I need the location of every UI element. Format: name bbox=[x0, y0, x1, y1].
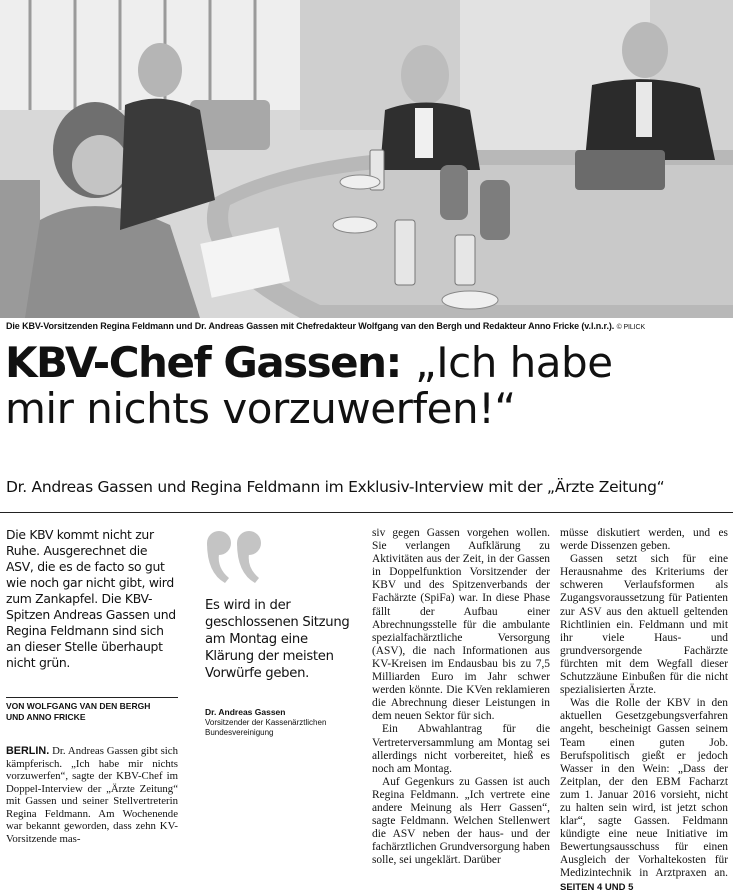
paragraph: siv gegen Gassen vorgehen wollen. Sie verlangen Aufklärung zu Aktivitäten aus der Zeit, in der Gassen in Doppelfunktion Vorsitzender der KBV und des Spitzenverbands der Fachärzte (SpiFa) war. In diese Phase fällt der Aufbau einer Abrechnungsstelle für die ambulante spezialfachärztliche Versorgung (ASV), die nach Informationen aus KV-Kreisen im Endausbau bis zu 7,5 Milliarden Euro im Jahr schwer werden könnte. Die KVen reklamieren die Abrechnung dieser Leistungen in dem neuen Sektor für sich. bbox=[372, 527, 550, 723]
dateline: BERLIN. bbox=[6, 745, 50, 757]
lead-text: Die KBV kommt nicht zur Ruhe. Ausgerechnet die ASV, die es de facto so gut wie noch gar nicht gibt, wird zum Zankapfel. Die KBV-Spitzen Andreas Gassen und Regina Feldmann sind sich an dieser Stelle überhaupt nicht grün. bbox=[6, 527, 176, 670]
body-column-4 bbox=[560, 527, 728, 894]
quotation-marks-icon bbox=[205, 528, 265, 588]
photo-caption-text: Die KBV-Vorsitzenden Regina Feldmann und Dr. Andreas Gassen mit Chefredakteur Wolfgang van den Bergh und Redakteur Anno Fricke (v.l.n.r.). bbox=[6, 321, 615, 331]
page-reference: SEITEN 4 UND 5 bbox=[560, 881, 634, 893]
headline-bold: KBV-Chef Gassen: bbox=[5, 338, 401, 387]
paragraph: Gassen setzt sich für eine Herausnahme des Kriteriums der schweren Verlaufsformen als Zugangsvoraussetzung für Patienten zur ASV aus den aktuell geltenden Richtlinien ein. Feldmann und mit ihr viele Haus- und grundversorgende Fachärzte fürchten mit dem Wegfall dieser Schutzzäune Einbußen für die nicht spezialisierten Ärzte. bbox=[560, 553, 728, 697]
headline-quote-part2: mir nichts vorzuwerfen!“ bbox=[5, 384, 516, 433]
body-column-1 bbox=[6, 745, 178, 845]
pull-quote-author: Dr. Andreas Gassen bbox=[205, 707, 286, 717]
article-photo bbox=[0, 0, 733, 318]
paragraph: Auf Gegenkurs zu Gassen ist auch Regina Feldmann. „Ich vertrete eine andere Meinung als Herr Gassen“, sagte Feldmann. Welchen Stellenwert die ASV neben der haus- und der fachärztlichen Grundversorgung haben solle, sei ungeklärt. Darüber bbox=[372, 775, 550, 867]
body-column-3 bbox=[372, 527, 550, 867]
paragraph bbox=[560, 697, 728, 893]
meeting-photo-illustration bbox=[0, 0, 733, 318]
body-column-1-text: Dr. Andreas Gassen gibt sich kämpferisch. „Ich habe mir nichts vorzuwerfen“, sagte der KBV-Chef im Doppel-Interview der „Ärzte Zeitung“ mit Gassen und seiner Stellvertreterin Regina Feldmann. Am Wochenende war bekannt geworden, dass zehn KV-Vorsitzende mas- bbox=[6, 745, 178, 845]
byline bbox=[6, 697, 178, 723]
photo-caption bbox=[6, 321, 728, 331]
byline-line2: UND ANNO FRICKE bbox=[6, 712, 86, 722]
paragraph: müsse diskutiert werden, und es werde Dissenzen geben. bbox=[560, 527, 728, 553]
paragraph: Ein Abwahlantrag für die Vertreterversammlung am Montag sei allerdings nicht vorbereitet, hieß es noch am Montag. bbox=[372, 723, 550, 775]
byline-line1: VON WOLFGANG VAN DEN BERGH bbox=[6, 701, 151, 711]
pull-quote-author-role: Vorsitzender der Kassenärztlichen Bundesvereinigung bbox=[205, 718, 327, 737]
subheadline: Dr. Andreas Gassen und Regina Feldmann im Exklusiv-Interview mit der „Ärzte Zeitung“ bbox=[6, 478, 665, 496]
pull-quote: Es wird in der geschlossenen Sitzung am Montag eine Klärung der meisten Vorwürfe geben. bbox=[205, 598, 350, 681]
headline-quote-part1: „Ich habe bbox=[414, 338, 613, 387]
divider bbox=[0, 512, 733, 513]
photo-credit: © PILICK bbox=[616, 324, 646, 331]
paragraph-text: Was die Rolle der KBV in den aktuellen Gesetzgebungsverfahren angeht, bescheinigt Gassen seinem Team einen guten Job. Berufspolitisch gießt er jedoch Wasser in den Wein: „Dass der Zeitplan, der den EBM Facharzt zum 1. Januar 2016 vorsieht, nicht zu halten sein wird, ist jetzt schon klar“, sagte Gassen. Feldmann kündigte eine neue Initiative im Bewertungsausschuss für einen Ausgleich der Vorhaltekosten für Medizintechnik in Arztpraxen an. bbox=[560, 697, 728, 880]
pull-quote-attribution bbox=[205, 707, 355, 738]
headline bbox=[5, 340, 729, 432]
